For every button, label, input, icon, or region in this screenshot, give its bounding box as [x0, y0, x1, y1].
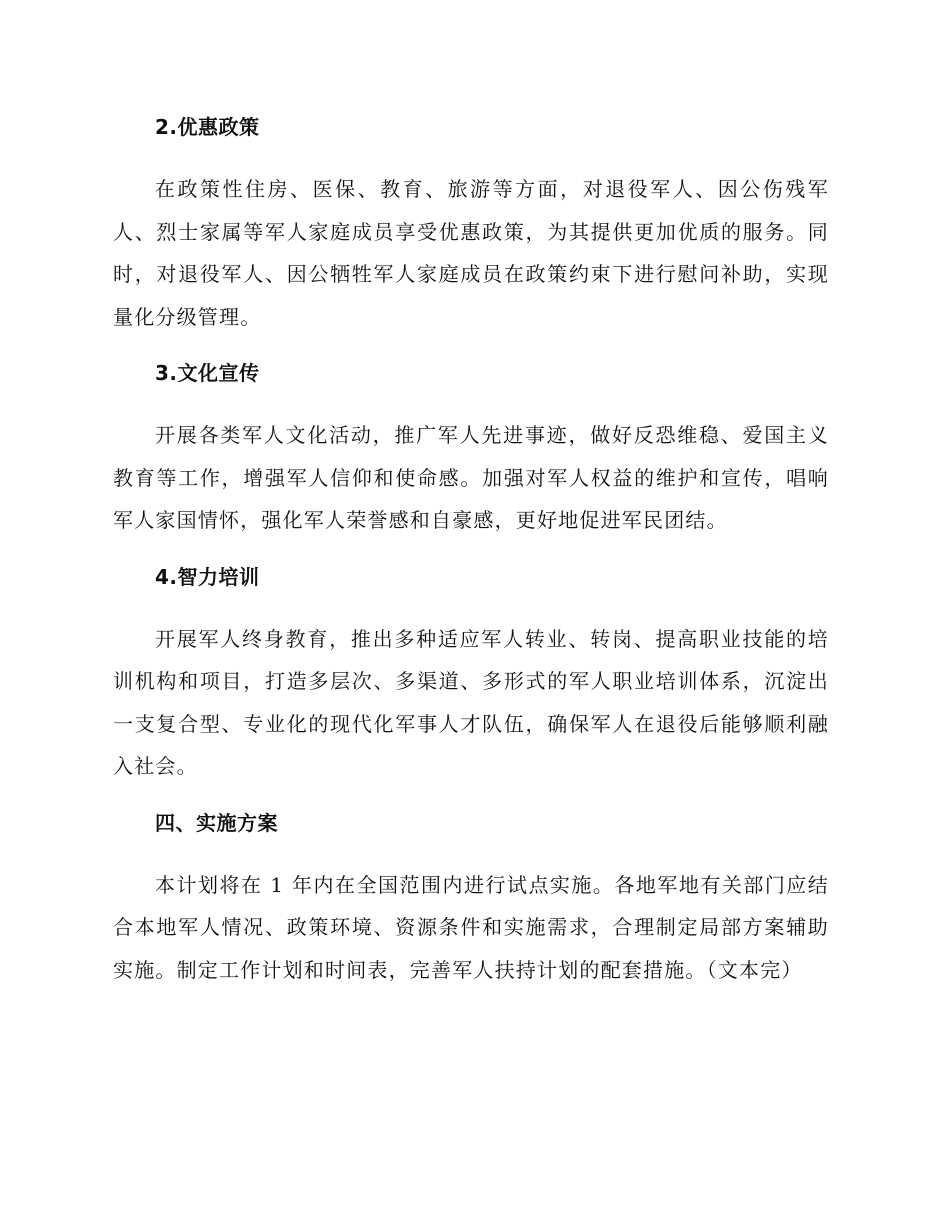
section-heading-intellectual-training: 4.智力培训	[155, 564, 260, 589]
section-paragraph-cultural-promotion: 开展各类军人文化活动，推广军人先进事迹，做好反恐维稳、爱国主义教育等工作，增强军人信仰和使命感。加强对军人权益的维护和宣传，唱响军人家国情怀，强化军人荣誉感和自豪感，更好地促进军民团结。	[113, 423, 829, 532]
section-heading-cultural-promotion: 3.文化宣传	[155, 361, 260, 385]
section-paragraph-intellectual-training: 开展军人终身教育，推出多种适应军人转业、转岗、提高职业技能的培训机构和项目，打造多层次、多渠道、多形式的军人职业培训体系，沉淀出一支复合型、专业化的现代化军事人才队伍，确保军人在退役后能够顺利融入社会。	[113, 626, 829, 778]
section-paragraph-implementation-plan: 本计划将在 1 年内在全国范围内进行试点实施。各地军地有关部门应结合本地军人情况、政策环境、资源条件和实施需求，合理制定局部方案辅助实施。制定工作计划和时间表，完善军人扶持计划的配套措施。（文本完）	[113, 872, 829, 982]
section-heading-preferential-policy: 2.优惠政策	[155, 115, 260, 139]
section-paragraph-preferential-policy: 在政策性住房、医保、教育、旅游等方面，对退役军人、因公伤残军人、烈士家属等军人家庭成员享受优惠政策，为其提供更加优质的服务。同时，对退役军人、因公牺牲军人家庭成员在政策约束下进行慰问补助，实现量化分级管理。	[113, 177, 829, 329]
document-body	[113, 112, 829, 1011]
section-heading-implementation-plan: 四、实施方案	[155, 810, 278, 835]
